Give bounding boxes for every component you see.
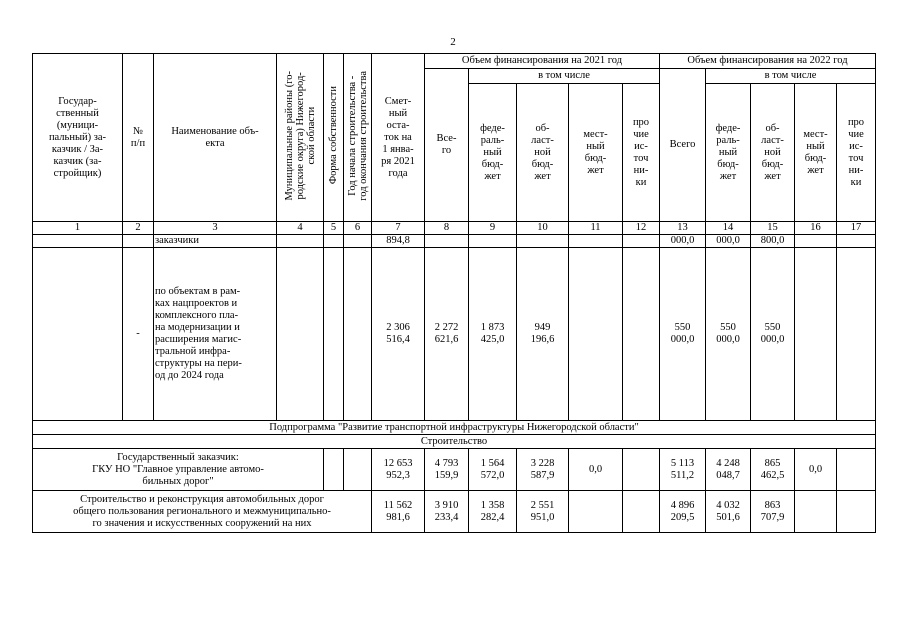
col-num: 6: [344, 222, 372, 235]
header-other-2022: про чие ис- точ ни- ки: [837, 84, 876, 222]
col-num: 7: [372, 222, 425, 235]
header-local-2022: мест- ный бюд- жет: [795, 84, 837, 222]
cell-federal-2021: 1 564 572,0: [469, 449, 517, 491]
cell-total-2021: 2 272 621,6: [425, 248, 469, 421]
cell-estimate: 11 562 981,6: [372, 491, 425, 533]
cell-total-2021: 3 910 233,4: [425, 491, 469, 533]
subprogram-heading: Подпрограмма "Развитие транспортной инфраструктуры Нижегородской области": [33, 421, 876, 435]
table-row: [33, 491, 876, 533]
col-num: 15: [751, 222, 795, 235]
table-row: [33, 449, 876, 491]
col-num: 11: [569, 222, 623, 235]
table-row: [33, 235, 876, 248]
cell-estimate: 12 653 952,3: [372, 449, 425, 491]
page-number: 2: [450, 36, 456, 48]
cell-regional-2022: 865 462,5: [751, 449, 795, 491]
header-federal-2022: феде- раль- ный бюд- жет: [706, 84, 751, 222]
col-num: 10: [517, 222, 569, 235]
header-estimate: Смет- ный оста- ток на 1 янва- ря 2021 года: [372, 54, 425, 222]
cell-local-2021: 0,0: [569, 449, 623, 491]
col-num: 9: [469, 222, 517, 235]
cell-federal-2022: 550 000,0: [706, 248, 751, 421]
col-num: 12: [623, 222, 660, 235]
cell-federal-2022: 000,0: [706, 235, 751, 248]
header-object-name: Наименование объ- екта: [154, 54, 277, 222]
col-num: 4: [277, 222, 324, 235]
header-total-2021: Все- го: [425, 69, 469, 222]
header-num: № п/п: [123, 54, 154, 222]
header-years: Год начала строительства - год окончания строительства: [344, 54, 372, 222]
financing-table: [32, 53, 876, 533]
cell-total-2021: 4 793 159,9: [425, 449, 469, 491]
cell-total-2022: 5 113 511,2: [660, 449, 706, 491]
cell-regional-2022: 863 707,9: [751, 491, 795, 533]
cell-regional-2021: 949 196,6: [517, 248, 569, 421]
header-incl-2021: в том числе: [469, 69, 660, 84]
cell-local-2022: 0,0: [795, 449, 837, 491]
header-total-2022: Всего: [660, 69, 706, 222]
header-regional-2021: об- ласт- ной бюд- жет: [517, 84, 569, 222]
col-num: 3: [154, 222, 277, 235]
header-districts: Муниципальные районы (го- родские округа) Нижегород- ской области: [277, 54, 324, 222]
header-incl-2022: в том числе: [706, 69, 876, 84]
cell-estimate: 894,8: [372, 235, 425, 248]
header-customer: Государ- ственный (муници- пальный) за- казчик / За- казчик (за- стройщик): [33, 54, 123, 222]
cell-regional-2022: 550 000,0: [751, 248, 795, 421]
cell-estimate: 2 306 516,4: [372, 248, 425, 421]
col-num: 5: [324, 222, 344, 235]
header-fin-2021: Объем финансирования на 2021 год: [425, 54, 660, 69]
cell-federal-2021: 1 358 282,4: [469, 491, 517, 533]
header-ownership: Форма собственности: [324, 54, 344, 222]
cell-total-2022: 000,0: [660, 235, 706, 248]
header-local-2021: мест- ный бюд- жет: [569, 84, 623, 222]
cell-customer: Государственный заказчик: ГКУ НО "Главное управление автомо- бильных дорог": [33, 449, 324, 491]
cell-total-2022: 550 000,0: [660, 248, 706, 421]
cell-object: заказчики: [154, 235, 277, 248]
cell-regional-2021: 2 551 951,0: [517, 491, 569, 533]
cell-total-2022: 4 896 209,5: [660, 491, 706, 533]
header-fin-2022: Объем финансирования на 2022 год: [660, 54, 876, 69]
table-row: [33, 248, 876, 421]
construction-heading: Строительство: [33, 435, 876, 449]
col-num: 13: [660, 222, 706, 235]
col-num: 17: [837, 222, 876, 235]
header-other-2021: про чие ис- точ ни- ки: [623, 84, 660, 222]
col-num: 2: [123, 222, 154, 235]
cell-object: по объектам в рам- ках нацпроектов и комплексного пла- на модернизации и расширения магис- тральной инфра- структуры на пери- од до 2024 года: [154, 248, 277, 421]
col-num: 1: [33, 222, 123, 235]
cell-federal-2022: 4 032 501,6: [706, 491, 751, 533]
col-num: 16: [795, 222, 837, 235]
col-num: 8: [425, 222, 469, 235]
cell-regional-2021: 3 228 587,9: [517, 449, 569, 491]
column-numbers-row: [33, 222, 876, 235]
cell-description: Строительство и реконструкция автомобильных дорог общего пользования регионального и межмуниципально- го значения и искусственных сооружений на них: [33, 491, 372, 533]
cell-num: -: [123, 248, 154, 421]
cell-regional-2022: 800,0: [751, 235, 795, 248]
header-federal-2021: феде- раль- ный бюд- жет: [469, 84, 517, 222]
cell-federal-2022: 4 248 048,7: [706, 449, 751, 491]
col-num: 14: [706, 222, 751, 235]
header-regional-2022: об- ласт- ной бюд- жет: [751, 84, 795, 222]
cell-federal-2021: 1 873 425,0: [469, 248, 517, 421]
